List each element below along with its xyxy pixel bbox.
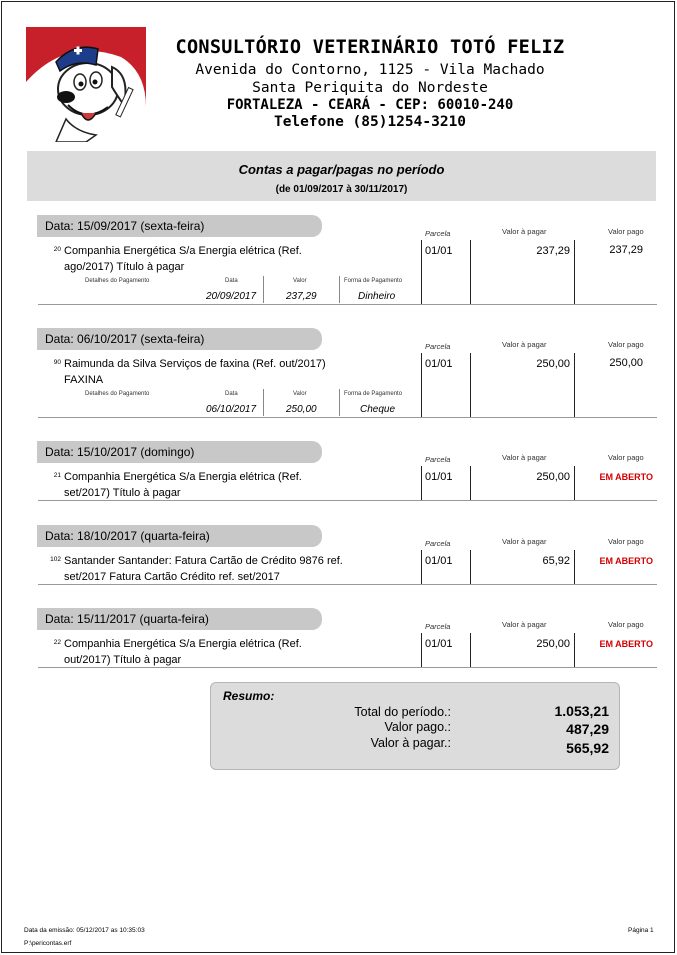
entry-parcela: 01/01 [425,358,453,370]
group-separator [38,584,657,585]
entry-valor-pago: 237,29 [609,244,643,256]
summary-pago-label: Valor pago.: [384,720,451,734]
group-date: Data: 06/10/2017 (sexta-feira) [37,328,322,350]
entry-number: 20 [53,246,61,253]
report-title: Contas a pagar/pagas no período [238,162,445,177]
entry-valor-a-pagar: 250,00 [536,358,570,370]
detail-divider [263,276,264,303]
entry-valor-a-pagar: 250,00 [536,471,570,483]
detail-amount: 250,00 [286,404,317,415]
report-file-path: P:\pericontas.erf [24,940,72,947]
entry-valor-pago: 250,00 [609,357,643,369]
col-valor-a-pagar-header: Valor à pagar [502,537,547,546]
col-valor-pago-header: Valor pago [608,453,644,462]
entry-description: Raimunda da Silva Serviços de faxina (Ref. out/2017) FAXINA [64,358,326,386]
page-number: Página 1 [628,927,654,934]
entry-valor-a-pagar: 237,29 [536,245,570,257]
entry-parcela: 01/01 [425,638,453,650]
detail-header-data: Data [225,278,238,284]
entry-parcela: 01/01 [425,471,453,483]
detail-header-forma: Forma de Pagamento [344,391,403,397]
clinic-logo [26,27,146,142]
company-name: CONSULTÓRIO VETERINÁRIO TOTÓ FELIZ [175,37,565,58]
entry-status-open: EM ABERTO [599,472,653,482]
summary-total-label: Total do período.: [354,705,451,719]
col-parcela-header: Parcela [425,539,451,548]
column-divider [421,353,422,417]
entry-valor-a-pagar: 65,92 [542,555,570,567]
detail-method: Dinheiro [358,291,396,302]
entry-description: Companhia Energética S/a Energia elétrica (Ref. out/2017) Título à pagar [64,638,302,666]
col-valor-pago-header: Valor pago [608,227,644,236]
group-separator [38,667,657,668]
entry-status-open: EM ABERTO [599,556,653,566]
col-parcela-header: Parcela [425,342,451,351]
detail-method: Cheque [360,404,396,415]
emission-date: Data da emissão: 05/12/2017 as 10:35:03 [24,927,145,934]
column-divider [421,466,422,500]
report-title-band [27,151,656,201]
col-valor-a-pagar-header: Valor à pagar [502,620,547,629]
column-divider [421,240,422,304]
col-valor-a-pagar-header: Valor à pagar [502,453,547,462]
summary-total-value: 1.053,21 [554,703,609,719]
entry-parcela: 01/01 [425,245,453,257]
detail-header-valor: Valor [293,278,307,284]
entry-number: 102 [50,556,61,563]
summary-pago-value: 487,29 [566,721,609,737]
entry-description: Companhia Energética S/a Energia elétrica (Ref. set/2017) Título à pagar [64,471,302,499]
summary-title: Resumo: [223,689,275,703]
column-divider [421,550,422,584]
detail-date: 20/09/2017 [206,291,257,302]
col-valor-pago-header: Valor pago [608,340,644,349]
detail-divider [263,389,264,416]
col-parcela-header: Parcela [425,455,451,464]
summary-apagar-value: 565,92 [566,740,609,756]
group-date: Data: 15/10/2017 (domingo) [37,441,322,463]
report-period: (de 01/09/2017 à 30/11/2017) [275,184,408,195]
entry-parcela: 01/01 [425,555,453,567]
company-city-line: FORTALEZA - CEARÁ - CEP: 60010-240 [226,97,514,113]
detail-divider [339,276,340,303]
summary-apagar-label: Valor à pagar.: [370,736,451,750]
company-address: Avenida do Contorno, 1125 - Vila Machado [195,62,545,78]
entry-number: 21 [53,472,61,479]
entry-number: 90 [53,359,61,366]
detail-date: 06/10/2017 [206,404,257,415]
company-phone: Telefone (85)1254-3210 [273,114,467,130]
detail-header-data: Data [225,391,238,397]
entry-description: Companhia Energética S/a Energia elétrica (Ref. ago/2017) Título à pagar [64,245,302,273]
col-valor-pago-header: Valor pago [608,620,644,629]
detail-header-detalhes: Detalhes do Pagamento [85,391,150,397]
summary-box [210,682,620,770]
col-parcela-header: Parcela [425,229,451,238]
entry-valor-a-pagar: 250,00 [536,638,570,650]
group-date: Data: 18/10/2017 (quarta-feira) [37,525,322,547]
entry-description: Santander Santander: Fatura Cartão de Crédito 9876 ref. set/2017 Fatura Cartão Crédito ref. set/2017 [64,555,343,583]
column-divider [421,633,422,667]
group-date: Data: 15/11/2017 (quarta-feira) [37,608,322,630]
detail-divider [339,389,340,416]
detail-amount: 237,29 [286,291,317,302]
detail-header-detalhes: Detalhes do Pagamento [85,278,150,284]
detail-header-valor: Valor [293,391,307,397]
col-valor-pago-header: Valor pago [608,537,644,546]
entry-number: 22 [53,639,61,646]
group-separator [38,304,657,305]
entry-status-open: EM ABERTO [599,639,653,649]
detail-header-forma: Forma de Pagamento [344,278,403,284]
col-valor-a-pagar-header: Valor à pagar [502,227,547,236]
group-date: Data: 15/09/2017 (sexta-feira) [37,215,322,237]
col-parcela-header: Parcela [425,622,451,631]
group-separator [38,417,657,418]
company-district: Santa Periquita do Nordeste [252,80,488,96]
col-valor-a-pagar-header: Valor à pagar [502,340,547,349]
group-separator [38,500,657,501]
